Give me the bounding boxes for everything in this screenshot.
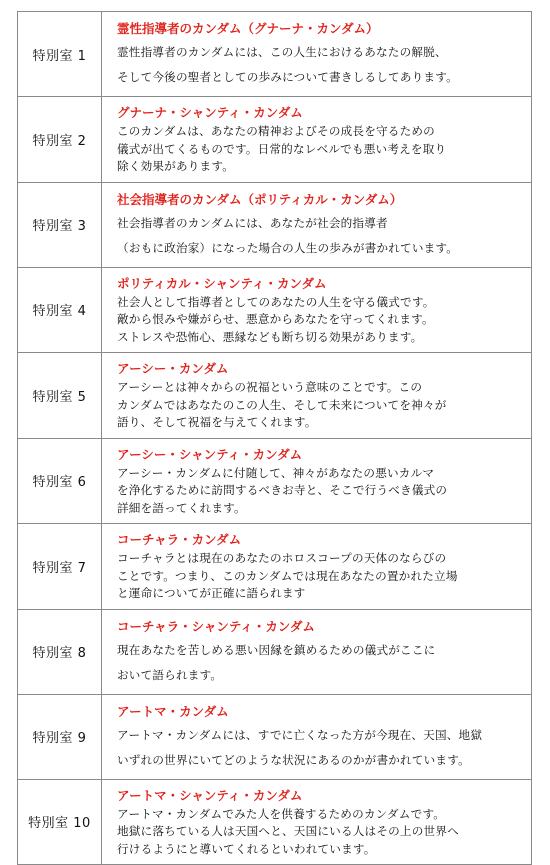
table-row (18, 97, 532, 183)
room-description (102, 609, 532, 694)
table-row (18, 353, 532, 439)
table-row (18, 12, 532, 97)
kandam-title: アーシー・カンダム (117, 361, 229, 376)
description-line: 語り、そして祝福を与えてくれます。 (117, 415, 317, 429)
description-line: アートマ・カンダムでみた人を供養するためのカンダムです。 (117, 806, 446, 821)
room-name: 特別室 7 (18, 524, 102, 610)
description-line: いずれの世界にいてどのような状況にあるのかが書かれています。 (117, 752, 470, 767)
room-description (102, 267, 532, 353)
room-name: 特別室 5 (18, 353, 102, 439)
description-line: そして今後の聖者としての歩みについて書きしるしてあります。 (117, 70, 458, 84)
description-line: アーシーとは神々からの祝福という意味のことです。この (117, 380, 423, 394)
room-name: 特別室 10 (18, 779, 102, 865)
description-line: アートマ・カンダムには、すでに亡くなった方が今現在、天国、地獄 (117, 727, 483, 742)
description-line: このカンダムは、あなたの精神およびその成長を守るための (117, 124, 435, 138)
room-description (102, 438, 532, 524)
table-row (18, 438, 532, 524)
description-line: ストレスや恐怖心、悪縁なども断ち切る効果があります。 (117, 329, 423, 344)
description-line: 社会人として指導者としてのあなたの人生を守る儀式です。 (117, 294, 435, 309)
room-description (102, 12, 532, 97)
description-line: 行けるようにと導いてくれるといわれています。 (117, 841, 376, 856)
room-name: 特別室 9 (18, 694, 102, 779)
room-description (102, 779, 532, 865)
room-description (102, 182, 532, 267)
room-name: 特別室 1 (18, 12, 102, 97)
room-description (102, 524, 532, 610)
room-name: 特別室 4 (18, 267, 102, 353)
description-line: ことです。つまり、このカンダムでは現在あなたの置かれた立場 (117, 568, 458, 583)
description-line: 地獄に落ちている人は天国へと、天国にいる人はその上の世界へ (117, 824, 459, 838)
description-line: 社会指導者のカンダムには、あなたが社会的指導者 (117, 215, 388, 230)
table-row (18, 182, 532, 267)
kandam-title: アートマ・カンダム (117, 703, 229, 719)
table-row (18, 694, 532, 779)
special-rooms-table (17, 11, 532, 865)
description-line: 敵から恨みや嫌がらせ、悪意からあなたを守ってくれます。 (117, 312, 434, 326)
room-name: 特別室 6 (18, 438, 102, 524)
kandam-title: ポリティカル・シャンティ・カンダム (117, 275, 327, 291)
table-row (18, 779, 532, 865)
table-row (18, 524, 532, 610)
kandam-title: コーチャラ・カンダム (117, 532, 242, 547)
room-name: 特別室 3 (18, 182, 102, 267)
description-line: アーシー・カンダムに付随して、神々があなたの悪いカルマ (117, 465, 435, 480)
room-name: 特別室 2 (18, 97, 102, 183)
room-description (102, 97, 532, 183)
kandam-title: コーチャラ・シャンティ・カンダム (117, 618, 315, 634)
description-line: を浄化するために訪問するべきお寺と、そこで行うべき儀式の (117, 483, 448, 497)
room-name: 特別室 8 (18, 609, 102, 694)
kandam-title: アートマ・シャンティ・カンダム (117, 787, 303, 803)
description-line: 現在あなたを苦しめる悪い因縁を鎮めるための儀式がここに (117, 642, 436, 657)
table-row (18, 267, 532, 353)
description-line: 霊性指導者のカンダムには、この人生におけるあなたの解脱、 (117, 45, 447, 59)
description-line: 除く効果があります。 (117, 159, 235, 173)
description-line: カンダムではあなたのこの人生、そして未来についてを神々が (117, 397, 447, 412)
description-line: おいて語られます。 (117, 667, 223, 682)
room-description (102, 694, 532, 779)
description-line: （おもに政治家）になった場合の人生の歩みが書かれています。 (117, 240, 459, 255)
kandam-title: 社会指導者のカンダム（ポリティカル・カンダム） (117, 191, 403, 207)
description-line: コーチャラとは現在のあなたのホロスコープの天体のならびの (117, 551, 447, 565)
kandam-title: アーシー・シャンティ・カンダム (117, 446, 303, 462)
description-line: と運命についてが正確に語られます (117, 586, 306, 600)
kandam-title: 霊性指導者のカンダム（グナーナ・カンダム） (117, 21, 379, 36)
description-line: 詳細を語ってくれます。 (117, 500, 246, 515)
room-description (102, 353, 532, 439)
description-line: 儀式が出てくるものです。日常的なレベルでも悪い考えを取り (117, 141, 447, 156)
kandam-title: グナーナ・シャンティ・カンダム (117, 105, 303, 120)
table-row (18, 609, 532, 694)
